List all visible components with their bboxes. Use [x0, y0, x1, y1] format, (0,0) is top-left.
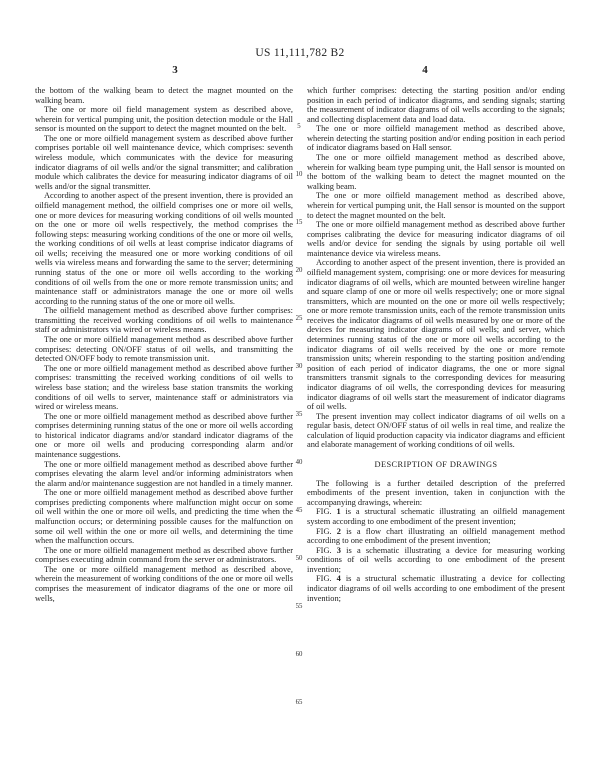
paragraph: According to another aspect of the present invention, there is provided an oilfield management system, comprising: one or more devices for measuring indicator diagrams of oil wells, which are mounted between wireline hanger and square clamp of one or more oil wells respectively; one or more signal transmitters, which are mounted on the one or more oil wells respectively; one or more remote transmission units, each of the remote transmission units receives the indicator diagrams of oil wells measured by one or more of the devices for measuring indicator diagrams of oil wells; and server, which determines running status of the one or more oil wells according to the indicator diagrams of oil wells received by the one or more remote transmission units; wherein responding to the starting position and/ending position of each period of indicator diagrams, the one or more signal transmitters transmit signals to the corresponding devices for measuring indicator diagrams of oil wells, the corresponding devices for measuring indicator diagrams of oil wells start the measurement of indicator diagrams of oil wells.	[307, 258, 565, 412]
gutter-line-number: 25	[295, 315, 303, 322]
paragraph: The one or more oilfield management method as described above, wherein the measurement of working conditions of the one or more oil wells comprises the measurement of indicator diagrams of the one or more oil wells,	[35, 564, 293, 603]
left-text-column	[35, 86, 293, 603]
gutter-line-number: 20	[295, 267, 303, 274]
paragraph: FIG. 3 is a schematic illustrating a device for measuring working conditions of oil wells according to one embodiment of the present invention;	[307, 545, 565, 574]
patent-number-header: US 11,111,782 B2	[255, 47, 345, 59]
paragraph: The one or more oilfield management method as described above further comprises: transmitting the received working conditions of oil wells to wireless base station; and the wireless base station transmits the working conditions of oil wells to server, maintenance staff or administrators via wired or wireless means.	[35, 363, 293, 412]
gutter-line-number: 45	[295, 507, 303, 514]
paragraph: The one or more oilfield management method as described above further comprises: detecting ON/OFF status of oil wells, and transmitting the detected ON/OFF body to remote transmission unit.	[35, 335, 293, 364]
paragraph: The one or more oilfield management method as described above, wherein for vertical pumping unit, the Hall sensor is mounted on the support to detect the magnet mounted on the belt.	[307, 191, 565, 220]
gutter-line-number: 10	[295, 171, 303, 178]
paragraph: The following is a further detailed description of the preferred embodiments of the present invention, taken in conjunction with the accompanying drawings, wherein:	[307, 478, 565, 507]
paragraph: According to another aspect of the present invention, there is provided an oilfield management method, the oilfield comprises one or more oil wells, one or more devices for measuring working conditions of oil wells mounted on the one or more oil wells respectively, the method comprises the following steps: measuring working conditions of the one or more oil wells, the working conditions of oil wells at least comprise indicator diagrams of oil wells; receiving the measured one or more working conditions of oil wells via wireless means and forwarding the same to the server; determining running status of the one or more oil wells according to the working conditions of oil wells from the one or more remote transmission units; and maintenance staff or administrators manage the one or more oil wells according to the running status of the one or more oil wells.	[35, 191, 293, 306]
paragraph: The one or more oilfield management system as described above further comprises portable oil well maintenance device, which comprises: seventh wireless module, which communicates with the device for measuring indicator diagrams of oil wells and/or the signal transmitter; and calibration module which calibrates the device for measuring indicator diagrams of oil wells and/or the signal transmitter.	[35, 133, 293, 191]
gutter-line-number: 35	[295, 411, 303, 418]
right-text-column	[307, 86, 565, 603]
paragraph: the bottom of the walking beam to detect the magnet mounted on the walking beam.	[35, 86, 293, 105]
paragraph: FIG. 1 is a structural schematic illustrating an oilfield management system according to one embodiment of the present invention;	[307, 507, 565, 527]
paragraph: The one or more oilfield management method as described above, wherein detecting the starting position and/or ending position in each period of indicator diagrams based on Hall sensor.	[307, 124, 565, 153]
paragraph: The one or more oilfield management method as described above further comprises elevating the alarm level and/or informing administrators when the alarm and/or maintenance suggestion are not handled in a timely manner.	[35, 459, 293, 488]
gutter-line-number: 65	[295, 699, 303, 706]
gutter-line-number: 30	[295, 363, 303, 370]
paragraph: FIG. 2 is a flow chart illustrating an oilfield management method according to one embodiment of the present invention;	[307, 526, 565, 546]
gutter-line-number: 15	[295, 219, 303, 226]
gutter-line-number: 55	[295, 603, 303, 610]
gutter-line-number: 5	[297, 123, 301, 130]
gutter-line-number: 60	[295, 651, 303, 658]
paragraph: FIG. 4 is a structural schematic illustrating a device for collecting indicator diagrams of oil wells according to one embodiment of the present invention;	[307, 574, 565, 603]
paragraph: The present invention may collect indicator diagrams of oil wells on a regular basis, detect ON/OFF status of oil wells in real time, and realize the calculation of liquid production capacity via indicator diagrams and efficient and elaborate management of working conditions of oil wells.	[307, 411, 565, 450]
paragraph: The one or more oilfield management method as described above further comprises determining running status of the one or more oil wells according to historical indicator diagrams and/or standard indicator diagrams of the one or more oil wells and producing corresponding alarm and/or maintenance suggestions.	[35, 411, 293, 459]
paragraph: The one or more oilfield management method as described above further comprises executing admin command from the server or administrators.	[35, 545, 293, 565]
paragraph: The one or more oilfield management method as described above, wherein for walking beam type pumping unit, the Hall sensor is mounted on the bottom of the walking beam to detect the magnet mounted on the walking beam.	[307, 153, 565, 191]
column-page-number-left: 3	[172, 64, 178, 76]
gutter-line-number: 50	[295, 555, 303, 562]
column-page-number-right: 4	[422, 64, 428, 76]
paragraph: which further comprises: detecting the starting position and/or ending position in each period of indicator diagrams, and sending signals; starting the measurement of indicator diagrams of oil wells according to the signals; and collecting displacement data and load data.	[307, 86, 565, 124]
section-heading: DESCRIPTION OF DRAWINGS	[374, 459, 498, 469]
paragraph: The one or more oilfield management method as described above further comprises predicting components where malfunction might occur on some oil well within the one or more oil wells, and predicting the time when the malfunction occurs; or determining possible causes for the malfunction on some oil well within the one or more oil wells, and determining the time when the malfunction occurs.	[35, 488, 293, 546]
paragraph: The oilfield management method as described above further comprises: transmitting the received working conditions of oil wells to maintenance staff or administrators via wired or wireless means.	[35, 306, 293, 335]
paragraph: The one or more oilfield management method as described above further comprises calibrating the device for measuring indicator diagrams of oil wells and/or device for sending the signals by using portable oil well maintenance device via wireless means.	[307, 220, 565, 258]
paragraph: The one or more oil field management system as described above, wherein for vertical pumping unit, the position detection module or the Hall sensor is mounted on the support to detect the magnet mounted on the belt.	[35, 105, 293, 134]
gutter-line-number: 40	[295, 459, 303, 466]
line-number-gutter	[291, 0, 307, 773]
